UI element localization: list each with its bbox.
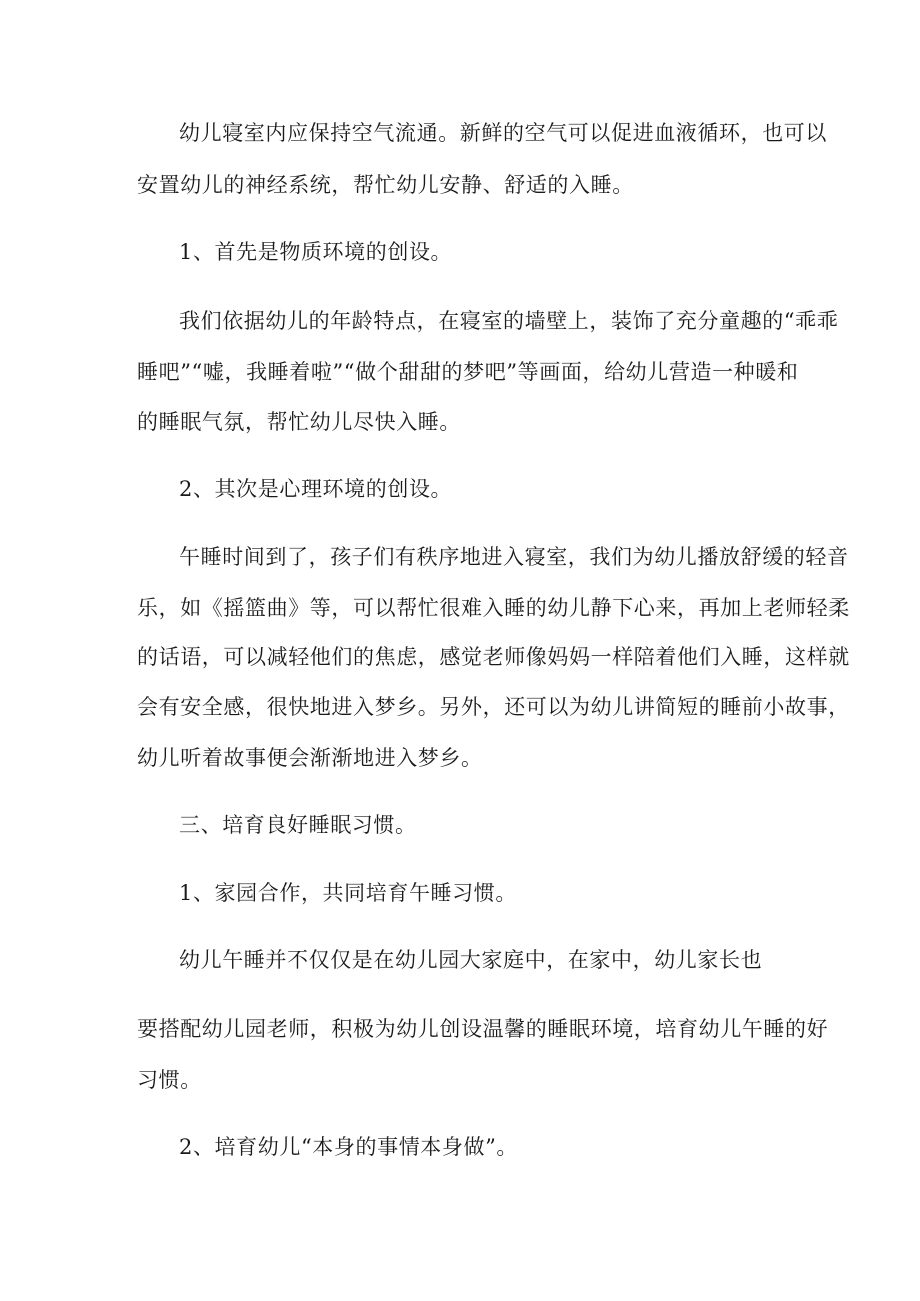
paragraph-line: 安置幼儿的神经系统，帮忙幼儿安静、舒适的入睡。: [137, 173, 634, 197]
paragraph-line: 幼儿听着故事便会渐渐地进入梦乡。: [137, 746, 483, 770]
paragraph-line: 午睡时间到了，孩子们有秩序地进入寝室，我们为幼儿播放舒缓的轻音: [179, 545, 849, 569]
paragraph-line: 的睡眠气氛，帮忙幼儿尽快入睡。: [137, 410, 461, 434]
section-heading: 2、其次是心理环境的创设。: [179, 477, 453, 501]
section-heading: 三、培育良好睡眠习惯。: [179, 813, 417, 837]
paragraph-line: 我们依据幼儿的年龄特点，在寝室的墙壁上，装饰了充分童趣的“乖乖: [179, 309, 839, 333]
paragraph-line: 睡吧”“嘘，我睡着啦”“做个甜甜的梦吧”等画面，给幼儿营造一种暖和: [137, 360, 799, 384]
section-heading: 1、家园合作，共同培育午睡习惯。: [179, 881, 517, 905]
paragraph-line: 会有安全感，很快地进入梦乡。另外，还可以为幼儿讲简短的睡前小故事，: [137, 695, 850, 719]
paragraph-line: 习惯。: [137, 1068, 202, 1092]
paragraph-line: 幼儿寝室内应保持空气流通。新鲜的空气可以促进血液循环，也可以: [179, 121, 827, 145]
section-heading: 2、培育幼儿“本身的事情本身做”。: [179, 1135, 519, 1159]
section-heading: 1、首先是物质环境的创设。: [179, 240, 453, 264]
paragraph-line: 乐，如《摇篮曲》等，可以帮忙很难入睡的幼儿静下心来，再加上老师轻柔: [137, 596, 850, 620]
paragraph-line: 的话语，可以减轻他们的焦虑，感觉老师像妈妈一样陪着他们入睡，这样就: [137, 645, 850, 669]
paragraph-line: 幼儿午睡并不仅仅是在幼儿园大家庭中，在家中，幼儿家长也: [179, 948, 763, 972]
paragraph-line: 要搭配幼儿园老师，积极为幼儿创设温馨的睡眠环境，培育幼儿午睡的好: [137, 1017, 829, 1041]
